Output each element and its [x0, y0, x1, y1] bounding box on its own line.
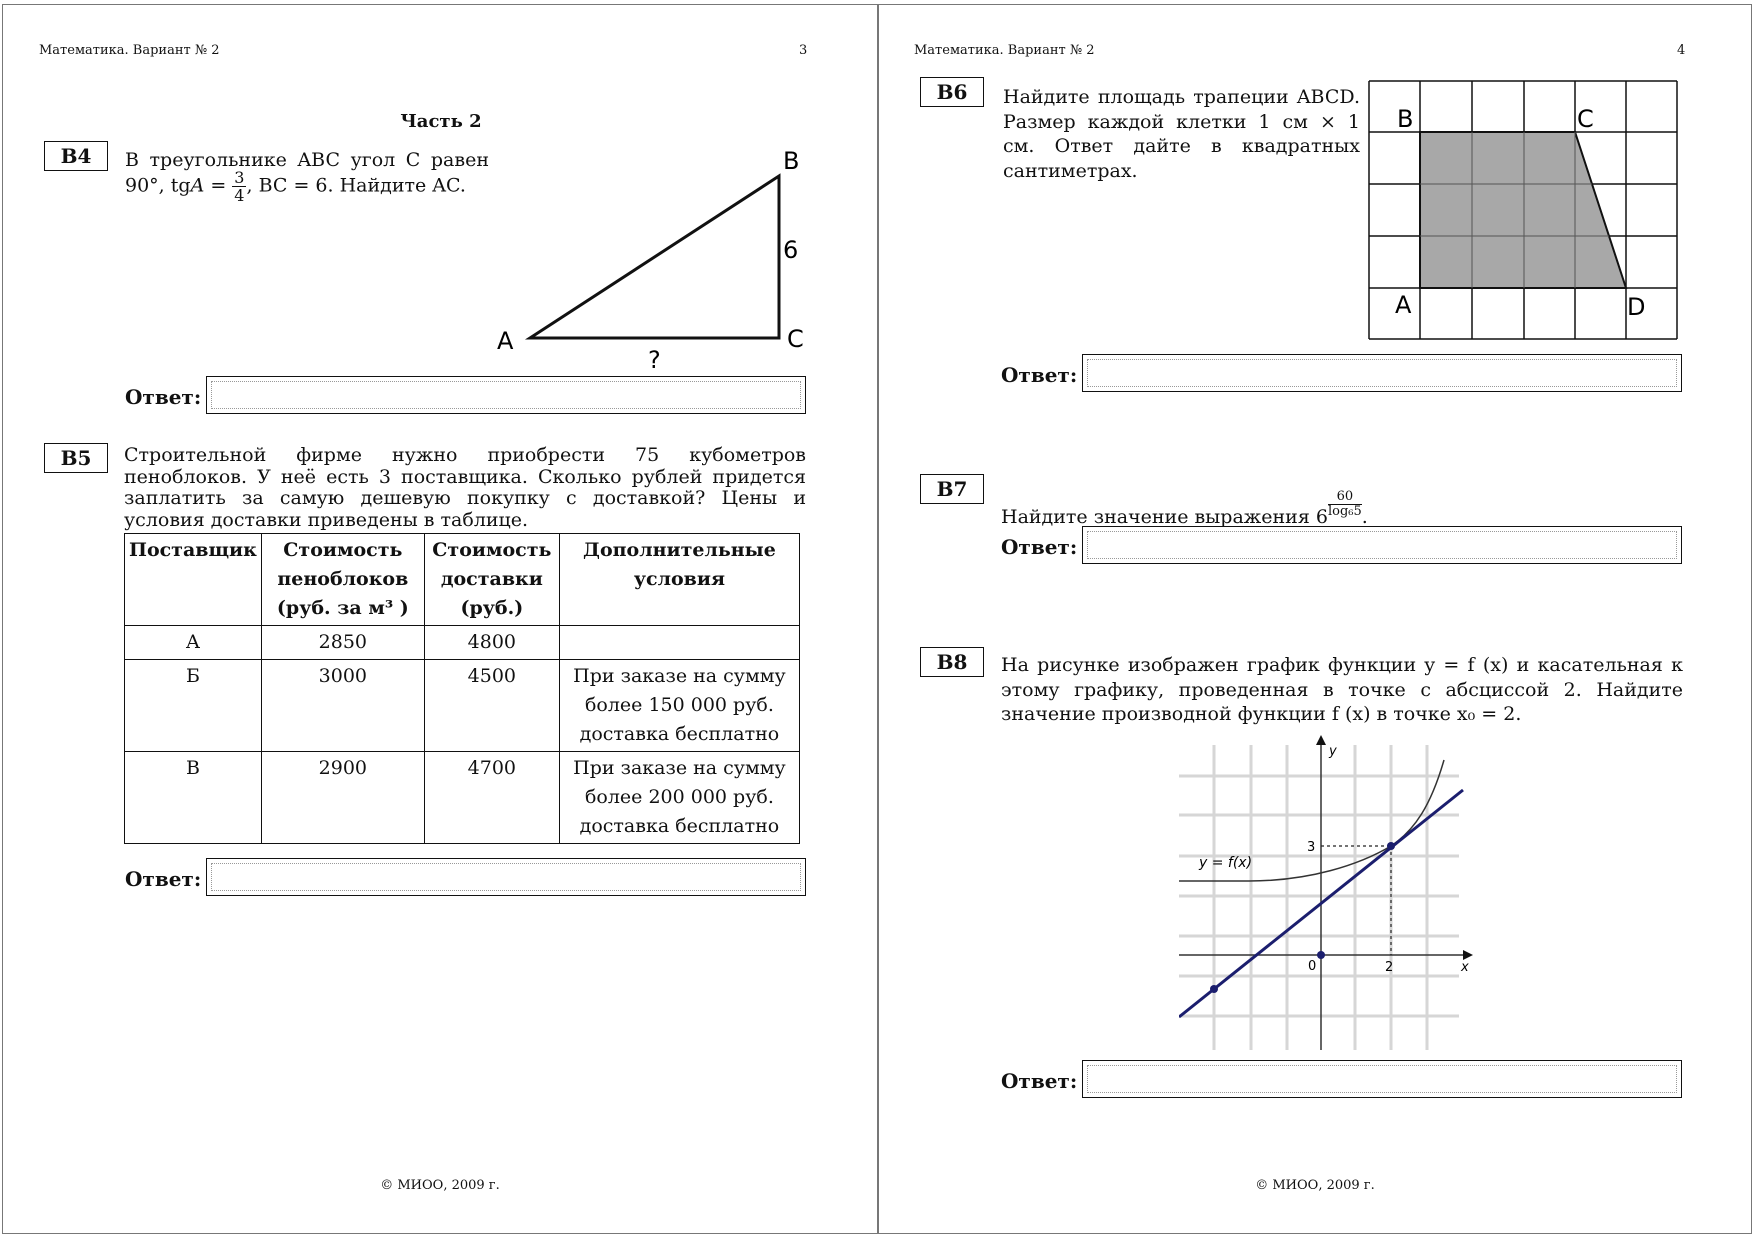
- b4-rest: , BC = 6. Найдите AC.: [246, 174, 466, 197]
- cell-price: 3000: [261, 660, 424, 752]
- trapezoid-shape: [1420, 132, 1626, 288]
- task-label-b7: B7: [920, 474, 984, 504]
- vertex-c-label: C: [787, 325, 804, 353]
- table-row: [125, 626, 800, 660]
- y-tick-label: 3: [1307, 840, 1316, 855]
- cell-delivery: 4800: [424, 626, 559, 660]
- cell-supplier: А: [125, 626, 262, 660]
- part-title: Часть 2: [400, 111, 482, 132]
- b8-answer-label: Ответ:: [1001, 1069, 1078, 1093]
- b7-end: .: [1361, 506, 1368, 528]
- side-ac-label: ?: [648, 346, 661, 374]
- b4-deg: 90°, tg: [125, 174, 191, 197]
- cell-conditions: [559, 626, 799, 660]
- task-label-b8: B8: [920, 647, 984, 677]
- page-footer: © МИОО, 2009 г.: [380, 1178, 500, 1193]
- col-conditions-header: Дополнительные условия: [559, 534, 799, 626]
- table-row: [125, 752, 800, 844]
- b4-answer-label: Ответ:: [125, 385, 202, 409]
- b4-triangle-figure: [483, 135, 823, 375]
- b7-base: 6: [1315, 506, 1328, 528]
- cell-supplier: Б: [125, 660, 262, 752]
- b5-text: Строительной фирме нужно приобрести 75 кубометров пеноблоков. У неё есть 3 поставщика. Сколько рублей придется заплатить за самую дешевую покупку с доставкой? Цены и условия доставки приведены в таблице.: [124, 444, 806, 531]
- b6-text: Найдите площадь трапеции ABCD. Размер каждой клетки 1 см × 1 см. Ответ дайте в квадратных сантиметрах.: [1003, 86, 1360, 182]
- table-row: [125, 660, 800, 752]
- b8-answer-field[interactable]: [1082, 1060, 1682, 1098]
- x-axis-label: x: [1461, 960, 1469, 975]
- page-number: 4: [1677, 43, 1686, 58]
- cell-conditions: При заказе на сумму более 150 000 руб. доставка бесплатно: [559, 660, 799, 752]
- vertex-b-label: B: [783, 147, 800, 175]
- b7-exponent: [1328, 490, 1362, 519]
- vertex-d-label: D: [1627, 293, 1646, 321]
- vertex-b-label: B: [1397, 105, 1414, 133]
- suppliers-table: [124, 533, 800, 844]
- cell-price: 2850: [261, 626, 424, 660]
- page-header: Математика. Вариант № 2: [39, 43, 220, 58]
- page-4: [878, 4, 1752, 1234]
- triangle-shape: [530, 176, 779, 338]
- curve-label: y = f(x): [1199, 855, 1253, 871]
- b7-exp-num: 60: [1328, 490, 1362, 505]
- cell-price: 2900: [261, 752, 424, 844]
- page-3: [2, 4, 878, 1234]
- b7-text: [1001, 490, 1368, 528]
- task-label-b4: B4: [44, 141, 108, 171]
- page-footer: © МИОО, 2009 г.: [1255, 1178, 1375, 1193]
- origin-label: 0: [1308, 959, 1317, 974]
- b4-eq: =: [204, 174, 233, 197]
- vertex-a-label: A: [1395, 291, 1412, 319]
- b4-text-line1: В треугольнике ABC угол C равен: [125, 149, 489, 171]
- task-label-b6: B6: [920, 77, 984, 107]
- cell-supplier: В: [125, 752, 262, 844]
- y-intercept-point: [1317, 951, 1325, 959]
- b5-answer-field[interactable]: [206, 858, 806, 896]
- col-supplier-header: Поставщик: [125, 534, 262, 626]
- b4-text-line2: [125, 169, 466, 204]
- line-point: [1210, 985, 1218, 993]
- cell-conditions: При заказе на сумму более 200 000 руб. доставка бесплатно: [559, 752, 799, 844]
- b5-answer-label: Ответ:: [125, 867, 202, 891]
- x-axis-arrow: [1463, 950, 1473, 960]
- task-label-b5: B5: [44, 443, 108, 473]
- side-bc-label: 6: [783, 236, 799, 264]
- y-axis-label: y: [1329, 744, 1337, 759]
- b8-function-graph: [1179, 735, 1489, 1055]
- vertex-c-label: C: [1577, 105, 1594, 133]
- col-delivery-header: Стоимость доставки (руб.): [424, 534, 559, 626]
- b6-trapezoid-grid: [1367, 79, 1681, 345]
- b4-answer-field[interactable]: [206, 376, 806, 414]
- b4-frac-den: 4: [234, 186, 245, 205]
- b8-text: На рисунке изображен график функции y = f (x) и касательная к этому графику, проведенная в точке с абсциссой 2. Найдите значение производной функции f (x) в точке x₀ = 2.: [1001, 654, 1683, 725]
- b6-answer-field[interactable]: [1082, 354, 1682, 392]
- b7-text-main: Найдите значение выражения: [1001, 506, 1316, 528]
- b6-answer-label: Ответ:: [1001, 363, 1078, 387]
- x-tick-label: 2: [1385, 960, 1394, 975]
- b4-frac-num: 3: [234, 168, 245, 187]
- col-price-header: Стоимость пеноблоков (руб. за м³ ): [261, 534, 424, 626]
- cell-delivery: 4500: [424, 660, 559, 752]
- table-header-row: [125, 534, 800, 626]
- b4-fraction: [232, 169, 246, 204]
- tangent-point: [1387, 842, 1395, 850]
- y-axis-arrow: [1316, 735, 1326, 745]
- vertex-a-label: A: [497, 327, 514, 355]
- cell-delivery: 4700: [424, 752, 559, 844]
- b7-answer-label: Ответ:: [1001, 535, 1078, 559]
- b7-answer-field[interactable]: [1082, 526, 1682, 564]
- b4-var-a: A: [190, 174, 205, 197]
- page-header: Математика. Вариант № 2: [914, 43, 1095, 58]
- page-number: 3: [799, 43, 808, 58]
- b7-exp-den: log₆5: [1327, 504, 1362, 519]
